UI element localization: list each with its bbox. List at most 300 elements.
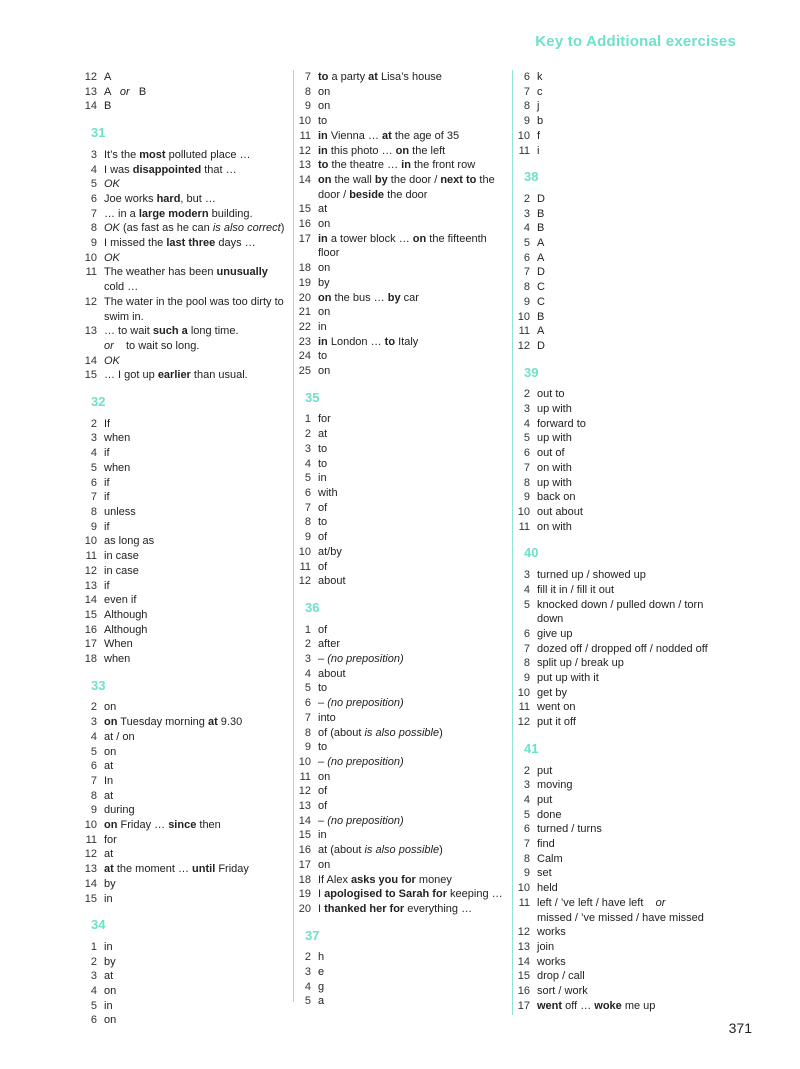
answer-text: about (318, 667, 346, 680)
answer-number: 14 (84, 354, 97, 367)
answer-row (513, 490, 717, 505)
answer-text: into (318, 711, 336, 724)
answer-number: 10 (84, 251, 97, 264)
answer-text: for (318, 413, 331, 426)
answer-number: 21 (298, 306, 311, 319)
answer-number: 17 (84, 638, 97, 651)
answer-row (80, 207, 285, 222)
answer-row (294, 457, 505, 472)
answer-row (294, 261, 505, 276)
answer-text: out of (537, 447, 565, 460)
answer-number: 10 (517, 129, 530, 142)
answer-number: 10 (517, 686, 530, 699)
answer-row (513, 402, 717, 417)
answer-number: 3 (90, 432, 97, 445)
answer-number: 16 (298, 844, 311, 857)
answer-number: 13 (84, 85, 97, 98)
answer-row (80, 295, 285, 324)
answer-number: 13 (517, 940, 530, 953)
answer-row (294, 232, 505, 261)
answer-row (513, 940, 717, 955)
answer-row (294, 755, 505, 770)
answer-number: 7 (90, 491, 97, 504)
answer-text: put it off (537, 716, 576, 729)
answer-number: 11 (85, 833, 97, 846)
answer-number: 5 (304, 682, 311, 695)
answer-row (513, 144, 717, 159)
answer-text: out to (537, 388, 565, 401)
answer-text: Calm (537, 852, 563, 865)
answer-number: 15 (517, 970, 530, 983)
answer-text: e (318, 966, 325, 979)
answer-text: … to wait such a long time. or to wait so long. (104, 325, 239, 352)
answer-number: 11 (299, 129, 311, 142)
answer-number: 2 (523, 192, 530, 205)
answer-number: 12 (84, 564, 97, 577)
answer-number: 15 (84, 608, 97, 621)
answer-number: 2 (304, 951, 311, 964)
answer-text: in case (104, 550, 139, 563)
answer-number: 4 (90, 985, 97, 998)
answer-text: when (104, 653, 131, 666)
answer-number: 3 (90, 148, 97, 161)
answer-row (80, 623, 285, 638)
answer-text: at (104, 789, 114, 802)
answer-text: put (537, 793, 553, 806)
answer-number: 20 (298, 902, 311, 915)
answer-number: 3 (304, 442, 311, 455)
answer-text: back on (537, 491, 576, 504)
answer-text: A (537, 237, 545, 250)
answer-number: 10 (298, 545, 311, 558)
answer-row (513, 598, 717, 627)
answer-row (513, 221, 717, 236)
answer-text: in (104, 892, 113, 905)
answer-row (80, 700, 285, 715)
answer-number: 1 (90, 940, 97, 953)
answer-row (294, 320, 505, 335)
answer-row (80, 940, 285, 955)
answer-number: 11 (518, 896, 530, 909)
answer-number: 12 (84, 295, 97, 308)
answer-number: 3 (523, 779, 530, 792)
answer-row (80, 505, 285, 520)
answer-row (80, 1013, 285, 1028)
answer-text: in (318, 472, 327, 485)
answer-text: works (537, 926, 566, 939)
answer-number: 8 (90, 222, 97, 235)
answer-number: 3 (304, 966, 311, 979)
answer-text: Although (104, 608, 148, 621)
answer-row (513, 207, 717, 222)
answer-text: left / ’ve left / have left or missed / ’ve missed / have missed (537, 896, 704, 924)
answer-number: 8 (523, 281, 530, 294)
answer-number: 13 (84, 325, 97, 338)
exercise-heading: 32 (91, 394, 106, 410)
answer-number: 13 (298, 159, 311, 172)
answer-number: 6 (523, 251, 530, 264)
answer-row (80, 70, 285, 85)
answer-text: in London … to Italy (318, 335, 419, 348)
answer-row (80, 446, 285, 461)
answer-text: on Tuesday morning at 9.30 (104, 716, 243, 729)
answer-number: 16 (517, 985, 530, 998)
answer-row (294, 784, 505, 799)
answer-row (513, 764, 717, 779)
answer-text: on (104, 985, 117, 998)
answer-text: moving (537, 779, 573, 792)
answer-number: 8 (523, 100, 530, 113)
answer-row (80, 652, 285, 667)
answer-text: at (318, 203, 328, 216)
answer-text: if (104, 520, 110, 533)
answer-row (513, 310, 717, 325)
answer-text: a (318, 995, 325, 1008)
answer-text: j (537, 100, 540, 113)
answer-row (513, 955, 717, 970)
answer-number: 5 (304, 995, 311, 1008)
exercise-heading: 41 (524, 740, 539, 756)
answer-number: 10 (298, 115, 311, 128)
answer-number: 11 (518, 144, 530, 157)
answer-row (80, 417, 285, 432)
answer-text: It’s the most polluted place … (104, 148, 251, 161)
answer-number: 9 (304, 100, 311, 113)
answer-text: of (about is also possible) (318, 726, 443, 739)
answer-number: 9 (90, 804, 97, 817)
answer-text: on (318, 306, 331, 319)
exercise-heading: 33 (91, 677, 106, 693)
answer-row (294, 696, 505, 711)
answer-row (80, 593, 285, 608)
answer-text: on (318, 770, 331, 783)
answer-text: at (104, 760, 114, 773)
answer-number: 6 (304, 486, 311, 499)
answer-row (80, 833, 285, 848)
answer-row (513, 896, 717, 925)
answer-text: I was disappointed that … (104, 163, 237, 176)
answer-number: 9 (304, 531, 311, 544)
exercise-heading: 39 (524, 364, 539, 380)
answer-number: 4 (304, 980, 311, 993)
answer-row (294, 828, 505, 843)
answer-text: at (318, 428, 328, 441)
answer-row (80, 730, 285, 745)
answer-row (80, 789, 285, 804)
answer-text: went on (537, 701, 576, 714)
answer-number: 5 (90, 461, 97, 474)
answer-text: up with (537, 476, 572, 489)
answer-text: by (104, 955, 116, 968)
answer-number: 8 (304, 85, 311, 98)
answer-row (513, 999, 717, 1014)
answer-text: k (537, 71, 543, 83)
answer-number: 1 (304, 623, 311, 636)
answer-row (513, 837, 717, 852)
answer-text: by (318, 276, 330, 289)
answer-number: 8 (523, 657, 530, 670)
answer-number: 6 (90, 1014, 97, 1027)
answer-text: on (318, 262, 331, 275)
answer-row (294, 158, 505, 173)
answer-text: split up / break up (537, 657, 624, 670)
answer-text: OK (104, 178, 120, 191)
answer-text: on (104, 701, 117, 714)
answer-number: 8 (304, 516, 311, 529)
answer-row (294, 980, 505, 995)
answer-text: fill it in / fill it out (537, 583, 615, 596)
answer-number: 4 (523, 222, 530, 235)
answer-text: sort / work (537, 985, 588, 998)
answer-number: 4 (304, 457, 311, 470)
answer-row (513, 265, 717, 280)
answer-number: 9 (523, 672, 530, 685)
answer-number: 7 (90, 207, 97, 220)
answer-text: give up (537, 627, 573, 640)
answer-number: 6 (523, 447, 530, 460)
answer-row (513, 700, 717, 715)
answer-number: 16 (298, 218, 311, 231)
answer-number: 9 (523, 295, 530, 308)
answer-number: 7 (304, 71, 311, 83)
answer-text: on (318, 858, 331, 871)
answer-row (294, 515, 505, 530)
answer-text: to (318, 115, 328, 128)
answer-number: 10 (517, 882, 530, 895)
answer-row (294, 652, 505, 667)
answer-row (80, 803, 285, 818)
answer-row (294, 412, 505, 427)
answer-text: f (537, 129, 541, 142)
answer-text: turned up / showed up (537, 569, 646, 582)
answer-row (80, 251, 285, 266)
exercise-heading: 37 (305, 927, 320, 943)
page-header-title: Key to Additional exercises (535, 33, 736, 50)
answer-number: 11 (518, 701, 530, 714)
answer-row (294, 364, 505, 379)
answer-text: A (537, 251, 545, 264)
answer-text: if (104, 476, 110, 489)
answer-text: about (318, 575, 346, 588)
answer-text: in (104, 999, 113, 1012)
answer-number: 5 (523, 808, 530, 821)
answer-row (80, 192, 285, 207)
answer-row (513, 925, 717, 940)
answer-number: 23 (298, 335, 311, 348)
answer-text: if (104, 447, 110, 460)
answer-text: works (537, 955, 566, 968)
answer-text: on (318, 85, 331, 98)
answer-text: out about (537, 505, 583, 518)
answer-text: C (537, 281, 545, 294)
answer-row (294, 349, 505, 364)
answer-row (513, 431, 717, 446)
answer-row (513, 85, 717, 100)
answer-number: 19 (298, 276, 311, 289)
answer-text: in (318, 829, 327, 842)
answer-text: D (537, 266, 545, 279)
answer-row (80, 85, 285, 100)
answer-row (513, 808, 717, 823)
answer-row (80, 431, 285, 446)
answer-number: 9 (90, 520, 97, 533)
answer-number: 8 (90, 789, 97, 802)
answer-number: 7 (523, 838, 530, 851)
answer-row (513, 417, 717, 432)
answer-number: 6 (90, 192, 97, 205)
answer-text: to a party at Lisa’s house (318, 71, 442, 83)
answer-number: 2 (90, 955, 97, 968)
answer-row (294, 726, 505, 741)
answer-text: b (537, 115, 544, 128)
answer-row (294, 740, 505, 755)
answer-number: 15 (84, 892, 97, 905)
answer-row (80, 579, 285, 594)
answer-row (80, 177, 285, 192)
answer-number: 2 (523, 764, 530, 777)
answer-number: 11 (85, 266, 97, 279)
answer-row (80, 520, 285, 535)
answer-row (294, 114, 505, 129)
answer-text: – (no preposition) (318, 653, 404, 666)
answer-row (294, 873, 505, 888)
answer-number: 4 (523, 583, 530, 596)
answer-text: dozed off / dropped off / nodded off (537, 642, 708, 655)
answer-text: get by (537, 686, 567, 699)
answer-text: put up with it (537, 672, 599, 685)
answer-number: 9 (90, 237, 97, 250)
answer-number: 10 (517, 505, 530, 518)
answer-number: 8 (304, 726, 311, 739)
answer-number: 6 (523, 823, 530, 836)
answer-text: at (about is also possible) (318, 844, 443, 857)
exercise-heading: 38 (524, 169, 539, 185)
answer-text: at / on (104, 730, 135, 743)
answer-row (294, 99, 505, 114)
answer-row (294, 902, 505, 917)
answer-row (513, 324, 717, 339)
answer-number: 15 (298, 203, 311, 216)
answer-number: 4 (90, 730, 97, 743)
answer-text: g (318, 980, 325, 993)
answer-text: to (318, 442, 328, 455)
answer-row (294, 623, 505, 638)
answer-number: 5 (523, 432, 530, 445)
answer-text: of (318, 501, 328, 514)
answer-number: 3 (523, 569, 530, 582)
answer-text: at (104, 970, 114, 983)
answer-row (513, 852, 717, 867)
answer-row (513, 280, 717, 295)
answer-text: A (104, 71, 112, 83)
answer-text: if (104, 491, 110, 504)
answer-row (80, 969, 285, 984)
page-number: 371 (728, 1020, 752, 1036)
answer-text: The weather has been unusually cold … (104, 266, 268, 294)
answer-text: D (537, 339, 545, 352)
answer-text: Joe works hard, but … (104, 192, 216, 205)
answer-text: in a tower block … on the fifteenth floor (318, 232, 487, 260)
answer-number: 2 (304, 638, 311, 651)
answer-row (294, 276, 505, 291)
answer-row (513, 778, 717, 793)
answer-number: 2 (90, 701, 97, 714)
answer-row (513, 461, 717, 476)
answer-number: 6 (304, 697, 311, 710)
answer-text: to (318, 682, 328, 695)
answer-row (294, 291, 505, 306)
answer-row (80, 774, 285, 789)
answer-number: 10 (84, 819, 97, 832)
answer-number: 25 (298, 365, 311, 378)
answer-text: at (104, 848, 114, 861)
answer-row (80, 534, 285, 549)
answer-row (294, 144, 505, 159)
answer-number: 16 (84, 623, 97, 636)
answer-row (513, 520, 717, 535)
answer-text: on (104, 1014, 117, 1027)
answer-row (80, 476, 285, 491)
answer-row (294, 770, 505, 785)
answer-row (294, 950, 505, 965)
answer-row (80, 999, 285, 1014)
answer-text: on (318, 100, 331, 113)
answer-number: 14 (84, 594, 97, 607)
answer-text: unless (104, 505, 136, 518)
answer-number: 5 (90, 999, 97, 1012)
answer-text: of (318, 785, 328, 798)
answer-number: 8 (90, 505, 97, 518)
answer-row (80, 490, 285, 505)
answer-number: 19 (298, 888, 311, 901)
answer-row (294, 173, 505, 202)
answer-row (80, 759, 285, 774)
answer-row (513, 686, 717, 701)
answer-row (80, 354, 285, 369)
answer-text: drop / call (537, 970, 585, 983)
answer-row (513, 793, 717, 808)
answer-number: 18 (84, 653, 97, 666)
answer-number: 12 (298, 144, 311, 157)
answer-number: 12 (517, 926, 530, 939)
answer-number: 7 (304, 501, 311, 514)
answer-number: 3 (90, 716, 97, 729)
answer-row (80, 265, 285, 294)
answer-row (294, 335, 505, 350)
answer-number: 7 (523, 642, 530, 655)
answer-row (513, 583, 717, 598)
answer-row (513, 295, 717, 310)
answer-text: C (537, 295, 545, 308)
answer-row (294, 442, 505, 457)
answer-text: I missed the last three days … (104, 237, 256, 250)
answer-row (513, 984, 717, 999)
answer-text: on (318, 365, 331, 378)
answer-text: I thanked her for everything … (318, 902, 473, 915)
answer-number: 14 (298, 814, 311, 827)
answer-row (513, 476, 717, 491)
answer-number: 14 (298, 173, 311, 186)
answer-row (294, 471, 505, 486)
answer-row (80, 99, 285, 114)
answer-number: 11 (518, 325, 530, 338)
answer-number: 14 (84, 100, 97, 113)
answer-row (80, 955, 285, 970)
answer-text: on (104, 745, 117, 758)
answer-number: 10 (298, 755, 311, 768)
answer-row (294, 667, 505, 682)
answer-text: I apologised to Sarah for keeping … (318, 888, 503, 901)
